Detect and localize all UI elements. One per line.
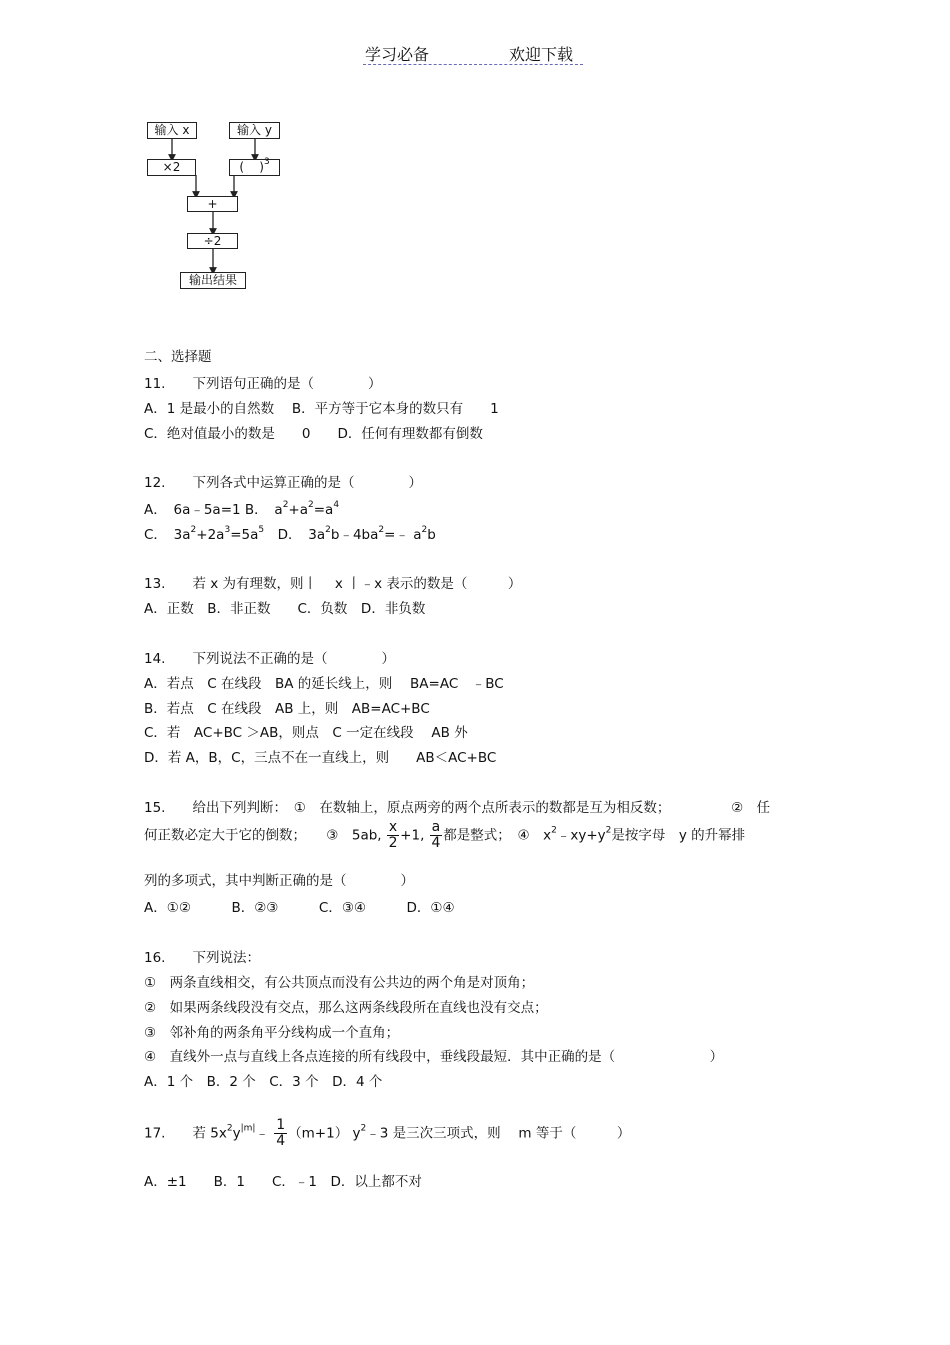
q16-statement-1: ① 两条直线相交，有公共顶点而没有公共边的两个角是对顶角；: [144, 975, 535, 991]
q17-exp2: |m|: [240, 1123, 256, 1134]
q14-option-c: C．若 AC+BC ＞AB，则点 C 一定在线段 AB 外: [144, 725, 468, 741]
q15-line3: 列的多项式，其中判断正确的是（ ）: [144, 873, 414, 889]
q17-text-b: y: [232, 1125, 241, 1142]
q12-a-exp1: 2: [282, 500, 289, 510]
q11-options-ab: A．1 是最小的自然数 B．平方等于它本身的数只有 1: [144, 401, 499, 417]
q16-statement-2: ② 如果两条线段没有交点，那么这两条线段所在直线也没有交点；: [144, 1000, 548, 1016]
q15-options: A．①② B．②③ C．③④ D．①④: [144, 900, 455, 916]
q12-a-exp3: 4: [333, 500, 340, 510]
q15-text-b: 都是整式； ④ x: [443, 827, 552, 844]
q15-exp2: 2: [605, 825, 612, 836]
q12-d-mid3: b: [427, 527, 436, 543]
flowchart-input-y: 输入 y: [229, 122, 280, 139]
q16-stem: 16. 下列说法：: [144, 950, 260, 966]
flowchart-plus: +: [187, 196, 238, 212]
q13-options: A．正数 B．非正数 C．负数 D．非负数: [144, 601, 426, 617]
flowchart-divide-two: ÷2: [187, 233, 238, 249]
q12-a-exp2: 2: [308, 500, 314, 510]
q13-stem: 13. 若 x 为有理数，则丨 x 丨﹣x 表示的数是（ ）: [144, 576, 522, 592]
q12-c-exp1: 2: [190, 525, 197, 535]
cube-open-paren: (: [239, 160, 244, 174]
q15-line2: [144, 820, 745, 851]
flowchart-output: 输出结果: [180, 272, 246, 289]
q12-d-text: D． 3a: [264, 527, 326, 543]
q17-text-d: （m+1） y: [288, 1125, 361, 1142]
q12-a-text: A． 6a﹣5a=1 B． a: [144, 502, 283, 518]
q16-options: A．1 个 B．2 个 C．3 个 D．4 个: [144, 1074, 383, 1090]
q12-a-mid1: +a: [288, 502, 309, 518]
q12-d-mid2: =﹣ a: [384, 527, 422, 543]
q12-options-ab: [144, 498, 339, 518]
q15-line1: 15. 给出下列判断： ① 在数轴上，原点两旁的两个点所表示的数都是互为相反数； ② 任: [144, 800, 771, 816]
q12-d-mid1: b﹣4ba: [330, 527, 379, 543]
q12-c-mid2: =5a: [230, 527, 259, 543]
q17-frac-den: 4: [276, 1133, 286, 1149]
q11-stem: 11. 下列语句正确的是（ ）: [144, 376, 382, 392]
q12-c-text: C． 3a: [144, 527, 191, 543]
flowchart-input-x: 输入 x: [147, 122, 197, 139]
q17-fraction-1-over-4: [274, 1118, 287, 1149]
q17-stem: [144, 1118, 630, 1149]
cube-exponent: 3: [263, 157, 270, 167]
q15-frac1-num: x: [388, 819, 398, 835]
q15-text-c: ﹣xy+y: [556, 827, 606, 844]
q12-d-exp1: 2: [325, 525, 331, 535]
q15-exp1: 2: [551, 825, 557, 836]
q12-c-exp2: 3: [224, 525, 231, 535]
cube-close-paren: ): [259, 160, 264, 174]
flowchart-cube: [229, 159, 280, 176]
q14-option-a: A．若点 C 在线段 BA 的延长线上，则 BA=AC ﹣BC: [144, 676, 504, 692]
header-right-text: 欢迎下载: [509, 45, 574, 64]
q12-c-exp3: 5: [258, 525, 265, 535]
section-title: 二、选择题: [144, 349, 212, 365]
q15-text-d: 是按字母 y 的升幂排: [611, 827, 746, 844]
q14-option-b: B．若点 C 在线段 AB 上，则 AB=AC+BC: [144, 701, 430, 717]
header-left-text: 学习必备: [365, 45, 430, 64]
q12-stem: 12. 下列各式中运算正确的是（ ）: [144, 475, 422, 491]
q17-text-c: ﹣: [255, 1125, 269, 1142]
q12-c-mid1: +2a: [196, 527, 225, 543]
q14-stem: 14. 下列说法不正确的是（ ）: [144, 651, 395, 667]
q17-options: A．±1 B．1 C．﹣1 D．以上都不对: [144, 1174, 422, 1190]
q14-option-d: D．若 A，B，C，三点不在一直线上，则 AB＜AC+BC: [144, 750, 497, 766]
q15-frac2-den: 4: [431, 835, 441, 851]
q17-text-a: 17. 若 5x: [144, 1125, 227, 1142]
q16-statement-3: ③ 邻补角的两条角平分线构成一个直角；: [144, 1025, 400, 1041]
flowchart-times-two: ×2: [147, 159, 196, 176]
q17-text-e: ﹣3 是三次三项式，则 m 等于（ ）: [366, 1125, 631, 1142]
page-header: [363, 40, 583, 65]
q17-exp1: 2: [226, 1123, 233, 1134]
q15-fraction-x-over-2: [387, 820, 399, 851]
q15-text-a: 何正数必定大于它的倒数； ③ 5ab,: [144, 827, 382, 844]
q16-statement-4: ④ 直线外一点与直线上各点连接的所有线段中，垂线段最短．其中正确的是（ ）: [144, 1049, 724, 1065]
q15-frac2-num: a: [431, 819, 441, 835]
q17-frac-num: 1: [276, 1117, 286, 1133]
q15-frac1-den: 2: [388, 835, 398, 851]
q17-exp3: 2: [360, 1123, 367, 1134]
q12-options-cd: [144, 523, 436, 543]
q12-a-mid2: =a: [313, 502, 334, 518]
q12-d-exp3: 2: [421, 525, 428, 535]
q15-fraction-a-over-4: [430, 820, 443, 851]
q12-d-exp2: 2: [378, 525, 385, 535]
q11-options-cd: C．绝对值最小的数是 0 D．任何有理数都有倒数: [144, 426, 483, 442]
q15-frac1-tail: +1,: [400, 827, 425, 844]
